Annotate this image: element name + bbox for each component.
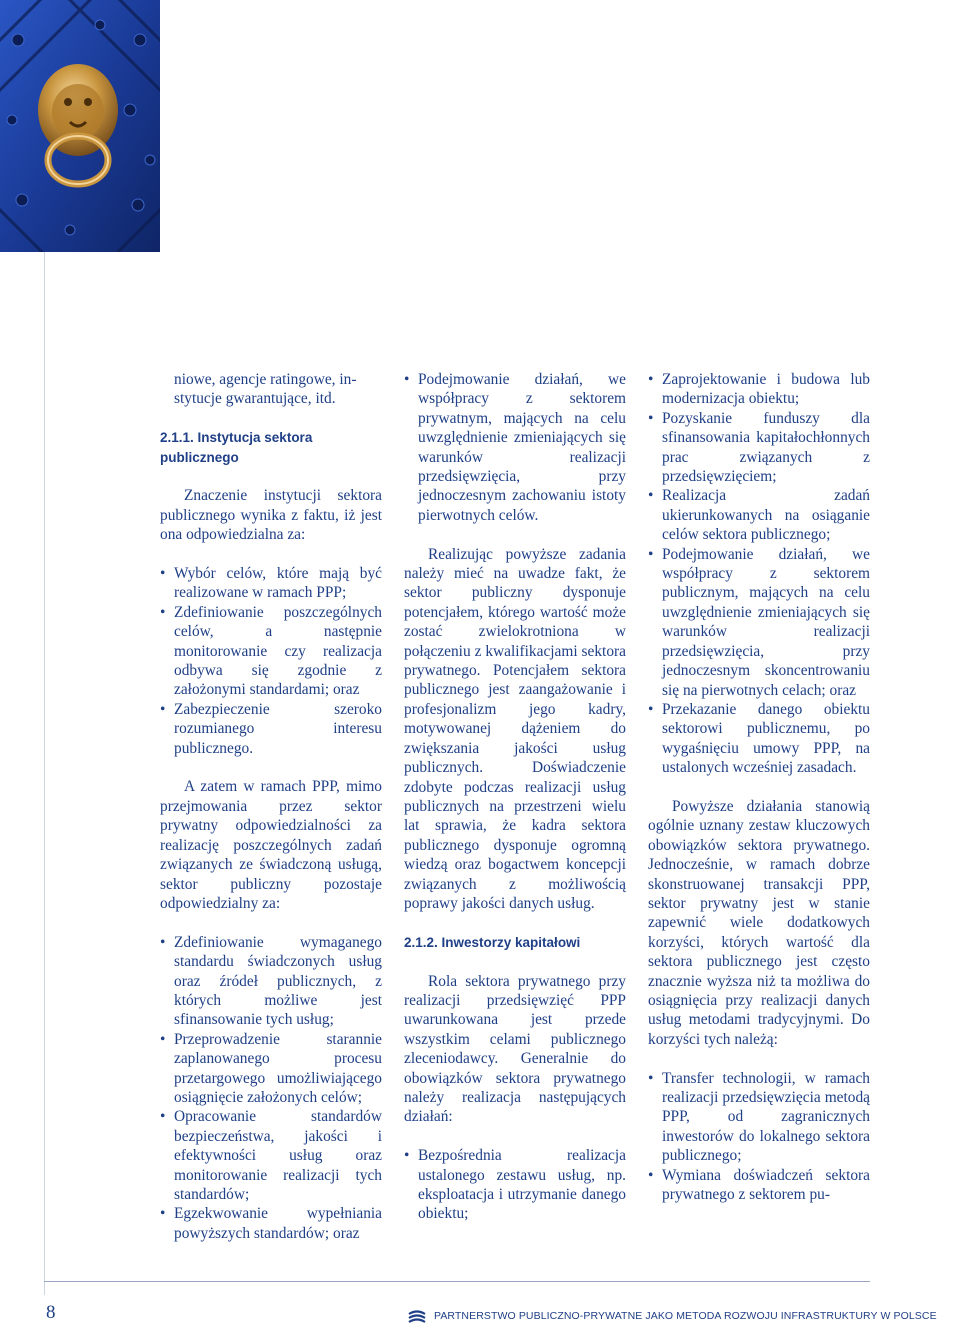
footer-title: PARTNERSTWO PUBLICZNO-PRYWATNE JAKO METODA ROZWOJU INFRASTRUKTURY W POLSCE (434, 1310, 937, 1322)
list-item: • Pozyskanie funduszy dla sfinansowania kapitałochłonnych prac związanych z przedsięwzięciem; (648, 409, 870, 486)
bullet-list-1 (160, 564, 382, 758)
paragraph-4: Rola sektora prywatnego przy realizacji przedsięwzięć PPP uwarunkowana jest przede wszystkim celami publicznego zleceniodawcy. Generalnie do obowiązków sektora prywatnego należy realizacja następujących działań: (404, 972, 626, 1126)
list-item: • Zaprojektowanie i budowa lub modernizacja obiektu; (648, 371, 870, 408)
list-item: • Egzekwowanie wypełniania powyższych standardów; oraz (160, 1205, 382, 1242)
list-item: • Podejmowanie działań, we współpracy z sektorem publicznym, mających na celu uwzględnienie zmieniających się warunków realizacji przedsięwzięcia, przy jednoczesnym skoncentrowaniu się na pierwotnych celach; oraz (648, 545, 870, 699)
list-item: • Wybór celów, które mają być realizowane w ramach PPP; (160, 565, 382, 602)
column-1 (160, 370, 382, 1243)
section-heading-2-1-1-cont: publicznego (160, 449, 239, 465)
list-item: • Przeprowadzenie starannie zaplanowanego procesu przetargowego umożliwiającego osiągnięcie założonych celów; (160, 1030, 382, 1106)
bullet-list-4 (404, 1146, 626, 1224)
ppp-logo-icon (408, 1309, 426, 1325)
list-item: • Przekazanie danego obiektu sektorowi publicznemu, po wygaśnięciu umowy PPP, na ustalonych wcześniej zasadach. (648, 700, 870, 777)
bullet-list-2 (160, 933, 382, 1244)
list-item: • Zdefiniowanie poszczególnych celów, a następnie monitorowanie czy realizacja odbywa się zgodnie z założonymi standardami; oraz (160, 603, 382, 699)
page-number: 8 (46, 1302, 56, 1323)
list-item: • Zdefiniowanie wymaganego standardu świadczonych usług oraz źródeł publicznych, z których możliwe jest sfinansowanie tych usług; (160, 933, 382, 1029)
left-margin-rule (44, 252, 45, 1295)
list-item: • Transfer technologii, w ramach realizacji przedsięwzięcia metodą PPP, od zagranicznych inwestorów do lokalnego sektora publicznego; (648, 1069, 870, 1165)
list-item: • Bezpośrednia realizacja ustalonego zestawu usług, np. eksploatacja i utrzymanie danego obiektu; (404, 1147, 626, 1223)
door-knocker-photo (0, 0, 160, 252)
paragraph-1: Znaczenie instytucji sektora publicznego wynika z faktu, iż jest ona odpowiedzialna za: (160, 487, 382, 544)
paragraph-5: Powyższe działania stanowią ogólnie uznany zestaw kluczowych obowiązków sektora prywatnego. Jednocześnie, w ramach dobrze skonstruowanej transakcji PPP, sektor prywatny jest w stanie zapewnić wiele dodatkowych korzyści, których wartość dla sektora publicznego jest często znacznie wyższa niż ta możliwa do osiągnięcia przy realizacji danych usług metodami tradycyjnymi. Do korzyści tych należą: (648, 797, 870, 1048)
paragraph-3: Realizując powyższe zadania należy mieć na uwadze fakt, że sektor publiczny dysponuje potencjałem, którego wartość może zostać zwielokrotniona w połączeniu z kwalifikacjami sektora prywatnego. Potencjałem sektora publicznego jest zaangażowanie i profesjonalizm jego kadry, motywowanej dążeniem do zwiększania jakości usług publicznych. Doświadczenie zdobyte podczas realizacji usług publicznych na przestrzeni wielu lat sprawia, że kadra sektora publicznego dysponuje ogromną wiedzą oraz bogactwem koncepcji związanych z możliwością poprawy jakości danych usług. (404, 545, 626, 912)
column-2 (404, 370, 626, 1224)
intro-line-2: stytucje gwarantujące, itd. (174, 390, 336, 408)
list-item: • Opracowanie standardów bezpieczeństwa, jakości i efektywności usług oraz monitorowanie realizacji tych standardów; (160, 1108, 382, 1203)
list-item: • Podejmowanie działań, we współpracy z sektorem prywatnym, mających na celu uwzględnienie zmieniających się warunków realizacji przedsięwzięcia, przy jednoczesnym zachowaniu istoty pierwotnych celów. (404, 371, 626, 524)
column-3 (648, 370, 870, 1204)
intro-line-1: niowe, agencje ratingowe, in- (174, 371, 357, 388)
bullet-list-5 (648, 370, 870, 778)
section-heading-2-1-2: 2.1.2. Inwestorzy kapitałowi (404, 934, 581, 950)
list-item: • Zabezpieczenie szeroko rozumianego interesu publicznego. (160, 700, 382, 757)
bullet-list-6 (648, 1069, 870, 1205)
section-heading-2-1-1: 2.1.1. Instytucja sektora (160, 430, 313, 446)
list-item: • Realizacja zadań ukierunkowanych na osiąganie celów sektora publicznego; (648, 487, 870, 544)
bullet-list-3 (404, 370, 626, 525)
list-item: • Wymiana doświadczeń sektora prywatnego z sektorem pu- (648, 1166, 870, 1204)
paragraph-2: A zatem w ramach PPP, mimo przejmowania przez sektor prywatny odpowiedzialności za realizację poszczególnych zadań związanych ze świadczoną usługą, sektor publiczny pozostaje odpowiedzialny za: (160, 778, 382, 912)
footer-rule (44, 1281, 870, 1282)
